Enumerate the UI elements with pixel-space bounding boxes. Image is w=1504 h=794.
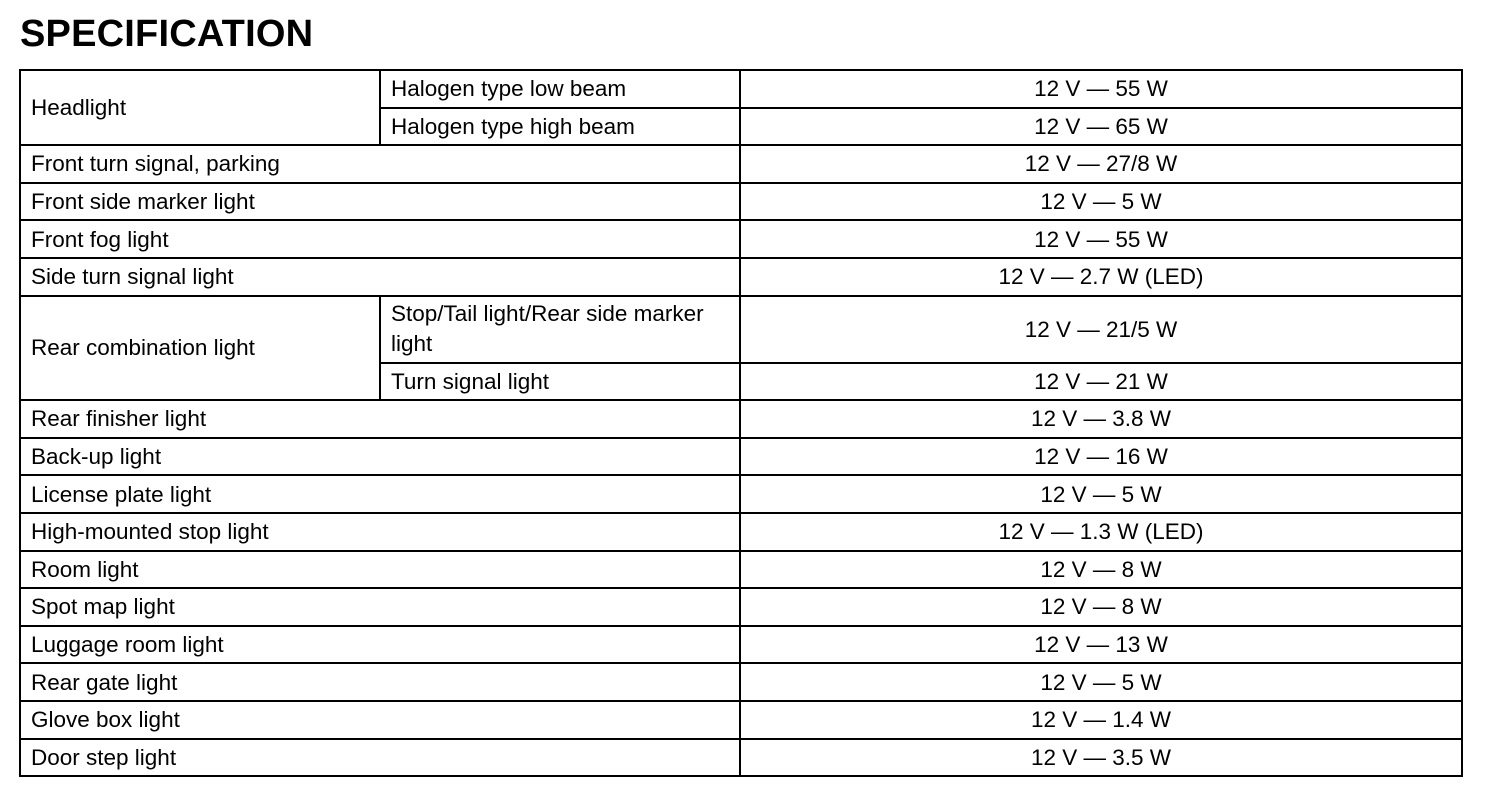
item-value: 12 V — 27/8 W <box>740 145 1462 183</box>
item-label: Room light <box>20 551 740 589</box>
item-value: 12 V — 5 W <box>740 475 1462 513</box>
table-row <box>20 551 1462 589</box>
item-label: Luggage room light <box>20 626 740 664</box>
item-label: Rear gate light <box>20 663 740 701</box>
item-value: 12 V — 55 W <box>740 70 1462 108</box>
item-label: Side turn signal light <box>20 258 740 296</box>
item-value: 12 V — 2.7 W (LED) <box>740 258 1462 296</box>
item-value: 12 V — 5 W <box>740 663 1462 701</box>
table-row <box>20 70 1462 108</box>
item-value: 12 V — 21/5 W <box>740 296 1462 363</box>
item-label: Back-up light <box>20 438 740 476</box>
item-label: Headlight <box>20 70 380 145</box>
item-value: 12 V — 3.8 W <box>740 400 1462 438</box>
table-row <box>20 475 1462 513</box>
item-value: 12 V — 3.5 W <box>740 739 1462 777</box>
item-label: Glove box light <box>20 701 740 739</box>
item-sublabel: Halogen type low beam <box>380 70 740 108</box>
table-row <box>20 626 1462 664</box>
item-sublabel: Turn signal light <box>380 363 740 401</box>
item-label: Spot map light <box>20 588 740 626</box>
item-label: Front fog light <box>20 220 740 258</box>
table-row <box>20 183 1462 221</box>
item-value: 12 V — 1.4 W <box>740 701 1462 739</box>
item-sublabel: Stop/Tail light/Rear side marker light <box>380 296 740 363</box>
item-label: High-mounted stop light <box>20 513 740 551</box>
item-label: Rear combination light <box>20 296 380 401</box>
table-row <box>20 296 1462 363</box>
specification-table <box>19 69 1463 777</box>
table-row <box>20 513 1462 551</box>
table-row <box>20 220 1462 258</box>
item-label: Front side marker light <box>20 183 740 221</box>
item-label: Rear finisher light <box>20 400 740 438</box>
item-value: 12 V — 13 W <box>740 626 1462 664</box>
item-value: 12 V — 8 W <box>740 588 1462 626</box>
page-title: SPECIFICATION <box>20 13 314 55</box>
item-value: 12 V — 16 W <box>740 438 1462 476</box>
table-row <box>20 663 1462 701</box>
item-value: 12 V — 21 W <box>740 363 1462 401</box>
table-row <box>20 145 1462 183</box>
table-row <box>20 438 1462 476</box>
item-value: 12 V — 1.3 W (LED) <box>740 513 1462 551</box>
table-row <box>20 588 1462 626</box>
item-sublabel: Halogen type high beam <box>380 108 740 146</box>
item-value: 12 V — 8 W <box>740 551 1462 589</box>
item-label: Door step light <box>20 739 740 777</box>
item-label: License plate light <box>20 475 740 513</box>
table-row <box>20 701 1462 739</box>
table-row <box>20 400 1462 438</box>
table-row <box>20 739 1462 777</box>
table-row <box>20 258 1462 296</box>
item-value: 12 V — 65 W <box>740 108 1462 146</box>
item-value: 12 V — 55 W <box>740 220 1462 258</box>
item-label: Front turn signal, parking <box>20 145 740 183</box>
item-value: 12 V — 5 W <box>740 183 1462 221</box>
